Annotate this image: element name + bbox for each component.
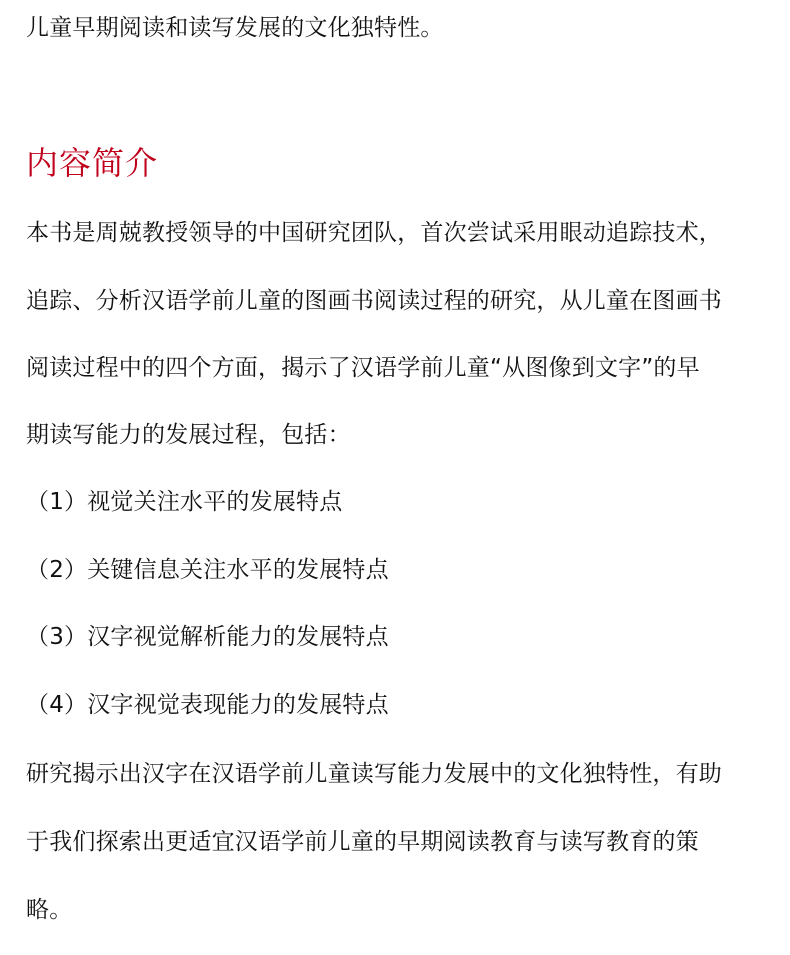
paragraph-line: 阅读过程中的四个方面，揭示了汉语学前儿童“从图像到文字”的早 <box>26 355 700 381</box>
paragraph-line: 于我们探索出更适宜汉语学前儿童的早期阅读教育与读写教育的策 <box>26 829 699 855</box>
list-item: （2）关键信息关注水平的发展特点 <box>26 557 389 583</box>
paragraph-line: 略。 <box>26 897 73 923</box>
list-item: （3）汉字视觉解析能力的发展特点 <box>26 624 389 650</box>
paragraph-line: 研究揭示出汉字在汉语学前儿童读写能力发展中的文化独特性，有助 <box>26 761 722 787</box>
paragraph-line: 期读写能力的发展过程，包括： <box>26 422 351 448</box>
section-heading: 内容简介 <box>26 144 159 182</box>
list-item: （1）视觉关注水平的发展特点 <box>26 489 343 515</box>
intro-tail-text: 儿童早期阅读和读写发展的文化独特性。 <box>26 15 444 41</box>
paragraph-line: 追踪、分析汉语学前儿童的图画书阅读过程的研究，从儿童在图画书 <box>26 288 722 314</box>
list-item: （4）汉字视觉表现能力的发展特点 <box>26 692 389 718</box>
paragraph-line: 本书是周兢教授领导的中国研究团队，首次尝试采用眼动追踪技术， <box>26 220 722 246</box>
